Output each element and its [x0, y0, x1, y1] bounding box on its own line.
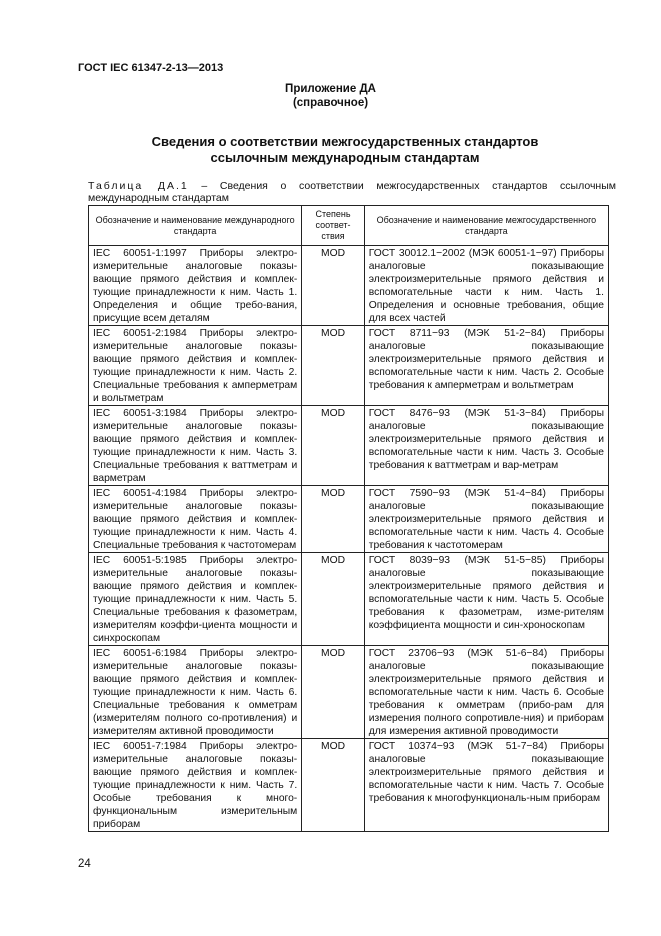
international-standard-cell: IEC 60051-3:1984 Приборы электро-измерительные аналоговые показы-вающие прямого действия и комплек-тующие принадлежности к ним. Часть 3. Специальные требования к ваттметрам и варметрам: [89, 406, 302, 486]
header-international-standard: Обозначение и наименование международного стандарта: [89, 206, 302, 246]
document-code: ГОСТ IEC 61347-2-13—2013: [78, 62, 224, 74]
table-row: [89, 246, 609, 326]
degree-cell: MOD: [302, 739, 365, 832]
degree-cell: MOD: [302, 646, 365, 739]
header-interstate-standard: Обозначение и наименование межгосударственного стандарта: [364, 206, 608, 246]
table-row: [89, 646, 609, 739]
interstate-standard-cell: ГОСТ 7590−93 (МЭК 51-4−84) Приборы аналоговые показывающие электроизмерительные прямого действия и вспомогательные части к ним. Часть 4. Особые требования к частотомерам: [364, 486, 608, 553]
international-standard-cell: IEC 60051-5:1985 Приборы электро-измерительные аналоговые показы-вающие прямого действия и комплек-тующие принадлежности к ним. Часть 5. Специальные требования к фазометрам, измерителям коэффи-циента мощности и синхроскопам: [89, 553, 302, 646]
interstate-standard-cell: ГОСТ 8711−93 (МЭК 51-2−84) Приборы аналоговые показывающие электроизмерительные прямого действия и вспомогательные части к ним. Часть 2. Особые требования к амперметрам и вольтметрам: [364, 326, 608, 406]
interstate-standard-cell: ГОСТ 10374−93 (МЭК 51-7−84) Приборы аналоговые показывающие электроизмерительные прямого действия и вспомогательные части к ним. Часть 7. Особые требования к многофункциональ-ным приборам: [364, 739, 608, 832]
interstate-standard-cell: ГОСТ 8476−93 (МЭК 51-3−84) Приборы аналоговые показывающие электроизмерительные прямого действия и вспомогательные части к ним. Часть 3. Особые требования к ваттметрам и вар-метрам: [364, 406, 608, 486]
table-row: [89, 553, 609, 646]
degree-cell: MOD: [302, 246, 365, 326]
table-row: [89, 326, 609, 406]
page-title: [0, 134, 661, 166]
international-standard-cell: IEC 60051-7:1984 Приборы электро-измерительные аналоговые показы-вающие прямого действия и комплек-тующие принадлежности к ним. Часть 7. Особые требования к много-функциональным измерительным приборам: [89, 739, 302, 832]
degree-cell: MOD: [302, 553, 365, 646]
international-standard-cell: IEC 60051-2:1984 Приборы электро-измерительные аналоговые показы-вающие прямого действия и комплек-тующие принадлежности к ним. Часть 2. Специальные требования к амперметрам и вольтметрам: [89, 326, 302, 406]
appendix-heading: [0, 82, 661, 110]
table-row: [89, 486, 609, 553]
header-degree-of-conformity: Степень соответ-ствия: [302, 206, 365, 246]
degree-cell: MOD: [302, 326, 365, 406]
interstate-standard-cell: ГОСТ 23706−93 (МЭК 51-6−84) Приборы аналоговые показывающие электроизмерительные прямого действия и вспомогательные части к ним. Часть 6. Особые требования к омметрам (прибо-рам для измерения полного сопротивле-ния) и приборам для измерения активной проводимости: [364, 646, 608, 739]
international-standard-cell: IEC 60051-6:1984 Приборы электро-измерительные аналоговые показы-вающие прямого действия и комплек-тующие принадлежности к ним. Часть 6. Специальные требования к омметрам (измерителям полного со-противления) и измерителям активной проводимости: [89, 646, 302, 739]
international-standard-cell: IEC 60051-1:1997 Приборы электро-измерительные аналоговые показы-вающие прямого действия и комплек-тующие принадлежности к ним. Часть 1. Определения и общие требо-вания, присущие всем деталям: [89, 246, 302, 326]
standards-table: [88, 205, 609, 832]
page-title-line-1: Сведения о соответствии межгосударственных стандартов: [151, 134, 539, 149]
page-number: 24: [78, 858, 91, 870]
appendix-title: Приложение ДА: [285, 83, 376, 95]
international-standard-cell: IEC 60051-4:1984 Приборы электро-измерительные аналоговые показы-вающие прямого действия и комплек-тующие принадлежности к ним. Часть 4. Специальные требования к частотомерам: [89, 486, 302, 553]
interstate-standard-cell: ГОСТ 30012.1−2002 (МЭК 60051-1−97) Приборы аналоговые показывающие электроизмерительные прямого действия и вспомогательные части к ним. Часть 1. Определения и основные требования, общие для всех частей: [364, 246, 608, 326]
table-header-row: [89, 206, 609, 246]
degree-cell: MOD: [302, 486, 365, 553]
table-caption-text: – Сведения о соответствии межгосударственных стандартов ссылочным: [188, 180, 616, 192]
degree-cell: MOD: [302, 406, 365, 486]
appendix-subtitle: (справочное): [292, 97, 369, 109]
table-caption-prefix: Таблица ДА.1: [88, 180, 189, 192]
table-caption-line-2: международным стандартам: [88, 192, 229, 204]
interstate-standard-cell: ГОСТ 8039−93 (МЭК 51-5−85) Приборы аналоговые показывающие электроизмерительные прямого действия и вспомогательные части к ним. Часть 5. Особые требования к фазометрам, изме-рителям коэффициента мощности и син-хроноскопам: [364, 553, 608, 646]
table-caption: [88, 180, 616, 204]
table-caption-line-1: [88, 180, 616, 192]
page-title-line-2: ссылочным международным стандартам: [210, 150, 480, 165]
table-row: [89, 406, 609, 486]
table-row: [89, 739, 609, 832]
